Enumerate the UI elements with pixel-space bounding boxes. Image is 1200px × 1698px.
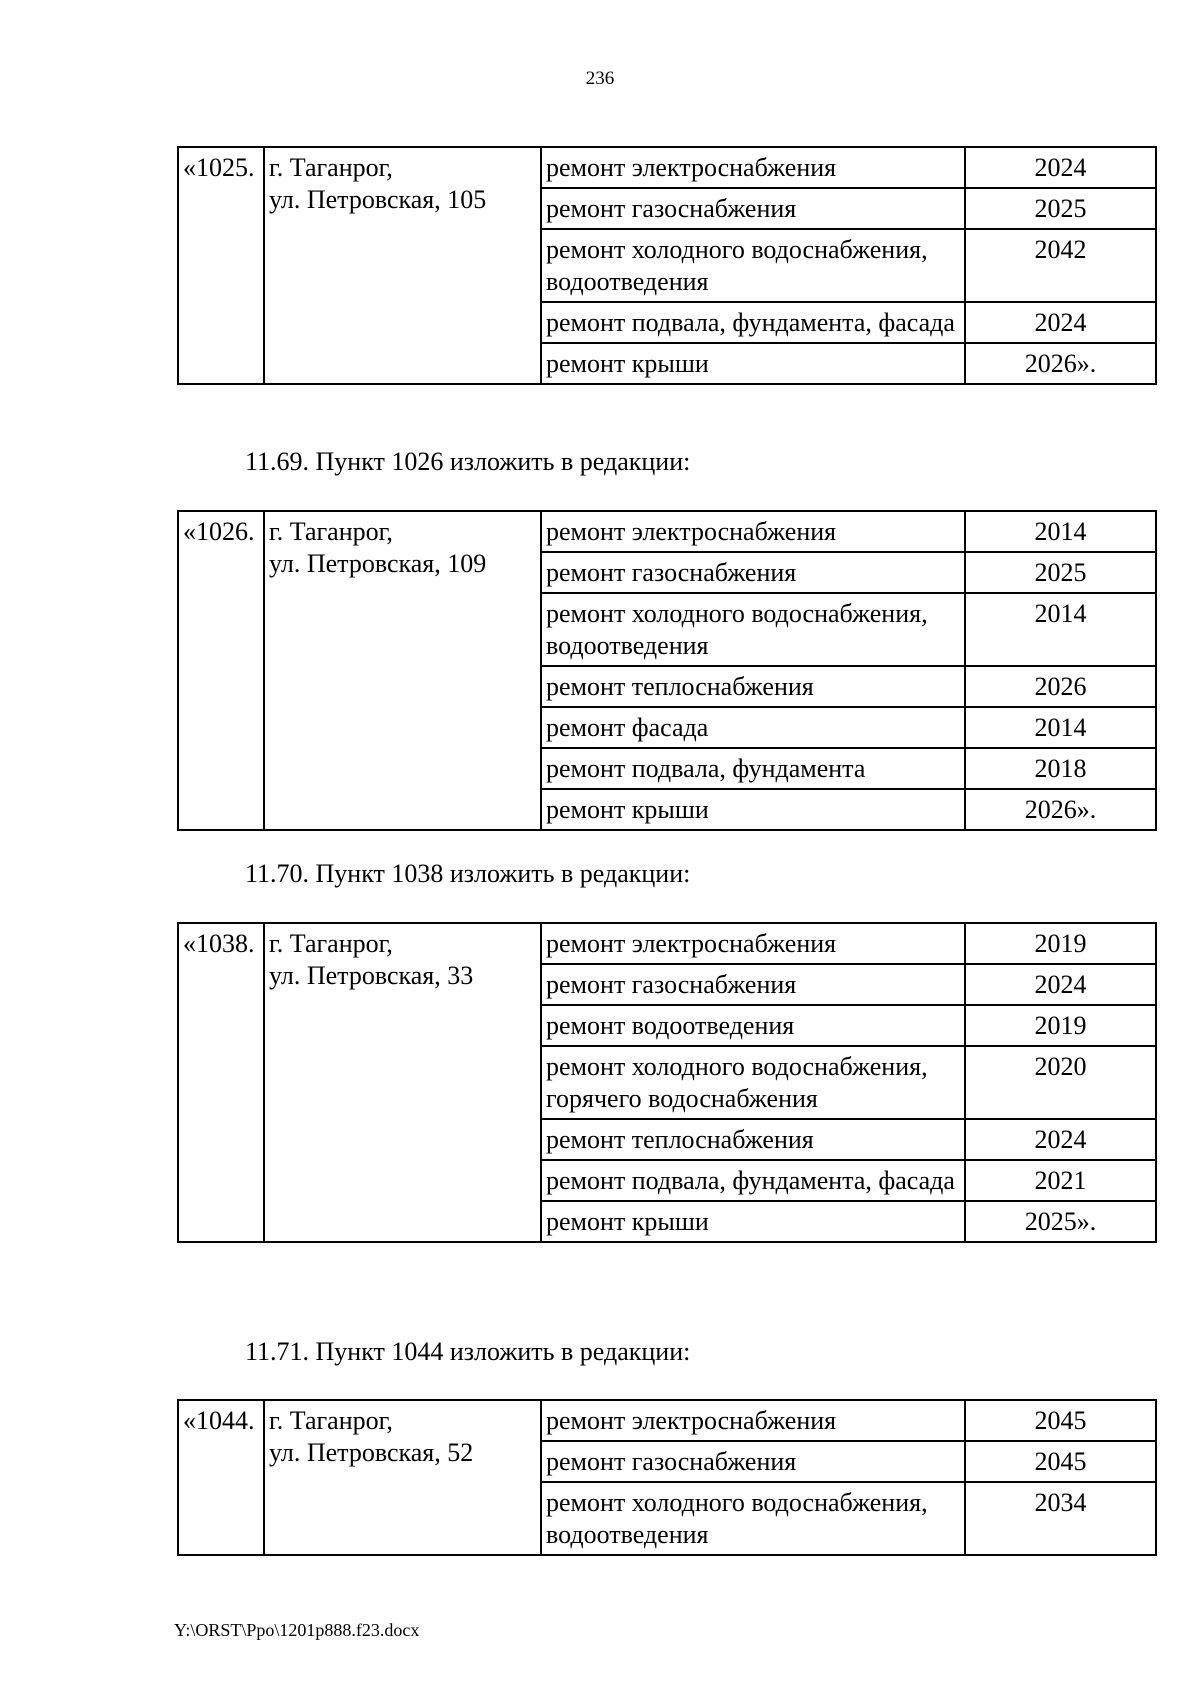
table-row bbox=[178, 1400, 1156, 1441]
work-type: ремонт водоотведения bbox=[541, 1005, 965, 1046]
work-type: ремонт теплоснабжения bbox=[541, 1119, 965, 1160]
address-line: ул. Петровская, 33 bbox=[269, 961, 474, 990]
work-type: ремонт электроснабжения bbox=[541, 511, 965, 552]
table-row bbox=[178, 923, 1156, 964]
address-line: ул. Петровская, 105 bbox=[269, 185, 487, 214]
address-line: ул. Петровская, 109 bbox=[269, 549, 487, 578]
entry-address bbox=[264, 1400, 541, 1555]
entry-number: «1025. bbox=[178, 147, 264, 384]
work-year: 2025 bbox=[965, 188, 1156, 229]
work-year: 2014 bbox=[965, 593, 1156, 666]
entry-table bbox=[177, 146, 1157, 385]
work-year: 2024 bbox=[965, 147, 1156, 188]
work-type: ремонт газоснабжения bbox=[541, 552, 965, 593]
file-path-footer: Y:\ORST\Ppo\1201p888.f23.docx bbox=[174, 1620, 420, 1640]
work-type: ремонт холодного водоснабжения, горячего водоснабжения bbox=[541, 1046, 965, 1119]
work-type: ремонт подвала, фундамента, фасада bbox=[541, 302, 965, 343]
work-year: 2026». bbox=[965, 343, 1156, 384]
address-line: г. Таганрог, bbox=[269, 517, 393, 546]
work-type: ремонт фасада bbox=[541, 707, 965, 748]
entry-address bbox=[264, 147, 541, 384]
entry-table-1026 bbox=[177, 510, 1155, 831]
work-year: 2019 bbox=[965, 1005, 1156, 1046]
work-year: 2034 bbox=[965, 1482, 1156, 1555]
work-type: ремонт теплоснабжения bbox=[541, 666, 965, 707]
work-year: 2024 bbox=[965, 964, 1156, 1005]
work-type: ремонт электроснабжения bbox=[541, 147, 965, 188]
work-type: ремонт холодного водоснабжения, водоотведения bbox=[541, 229, 965, 302]
work-year: 2021 bbox=[965, 1160, 1156, 1201]
entry-number: «1038. bbox=[178, 923, 264, 1242]
entry-table-1044 bbox=[177, 1399, 1155, 1556]
work-type: ремонт холодного водоснабжения, водоотведения bbox=[541, 593, 965, 666]
entry-table bbox=[177, 922, 1157, 1243]
entry-table bbox=[177, 510, 1157, 831]
table-row bbox=[178, 147, 1156, 188]
work-type: ремонт газоснабжения bbox=[541, 188, 965, 229]
work-type: ремонт электроснабжения bbox=[541, 923, 965, 964]
work-type: ремонт крыши bbox=[541, 789, 965, 830]
address-line: г. Таганрог, bbox=[269, 153, 393, 182]
work-year: 2014 bbox=[965, 511, 1156, 552]
work-year: 2026 bbox=[965, 666, 1156, 707]
work-type: ремонт подвала, фундамента bbox=[541, 748, 965, 789]
work-year: 2045 bbox=[965, 1441, 1156, 1482]
work-type: ремонт газоснабжения bbox=[541, 964, 965, 1005]
work-year: 2025 bbox=[965, 552, 1156, 593]
work-type: ремонт холодного водоснабжения, водоотведения bbox=[541, 1482, 965, 1555]
work-year: 2024 bbox=[965, 302, 1156, 343]
work-year: 2018 bbox=[965, 748, 1156, 789]
work-type: ремонт крыши bbox=[541, 343, 965, 384]
work-type: ремонт крыши bbox=[541, 1201, 965, 1242]
work-type: ремонт подвала, фундамента, фасада bbox=[541, 1160, 965, 1201]
paragraph-11-70: 11.70. Пункт 1038 изложить в редакции: bbox=[245, 859, 691, 888]
work-year: 2020 bbox=[965, 1046, 1156, 1119]
entry-address bbox=[264, 923, 541, 1242]
entry-number: «1026. bbox=[178, 511, 264, 830]
work-year: 2026». bbox=[965, 789, 1156, 830]
entry-table bbox=[177, 1399, 1157, 1556]
work-year: 2019 bbox=[965, 923, 1156, 964]
paragraph-11-69: 11.69. Пункт 1026 изложить в редакции: bbox=[245, 447, 691, 476]
work-year: 2042 bbox=[965, 229, 1156, 302]
address-line: ул. Петровская, 52 bbox=[269, 1438, 474, 1467]
work-year: 2025». bbox=[965, 1201, 1156, 1242]
table-row bbox=[178, 511, 1156, 552]
address-line: г. Таганрог, bbox=[269, 1406, 393, 1435]
entry-number: «1044. bbox=[178, 1400, 264, 1555]
address-line: г. Таганрог, bbox=[269, 929, 393, 958]
work-year: 2024 bbox=[965, 1119, 1156, 1160]
entry-address bbox=[264, 511, 541, 830]
work-type: ремонт электроснабжения bbox=[541, 1400, 965, 1441]
entry-table-1025 bbox=[177, 146, 1155, 385]
entry-table-1038 bbox=[177, 922, 1155, 1243]
work-year: 2014 bbox=[965, 707, 1156, 748]
page-number: 236 bbox=[585, 68, 615, 89]
work-year: 2045 bbox=[965, 1400, 1156, 1441]
paragraph-11-71: 11.71. Пункт 1044 изложить в редакции: bbox=[245, 1337, 691, 1366]
work-type: ремонт газоснабжения bbox=[541, 1441, 965, 1482]
